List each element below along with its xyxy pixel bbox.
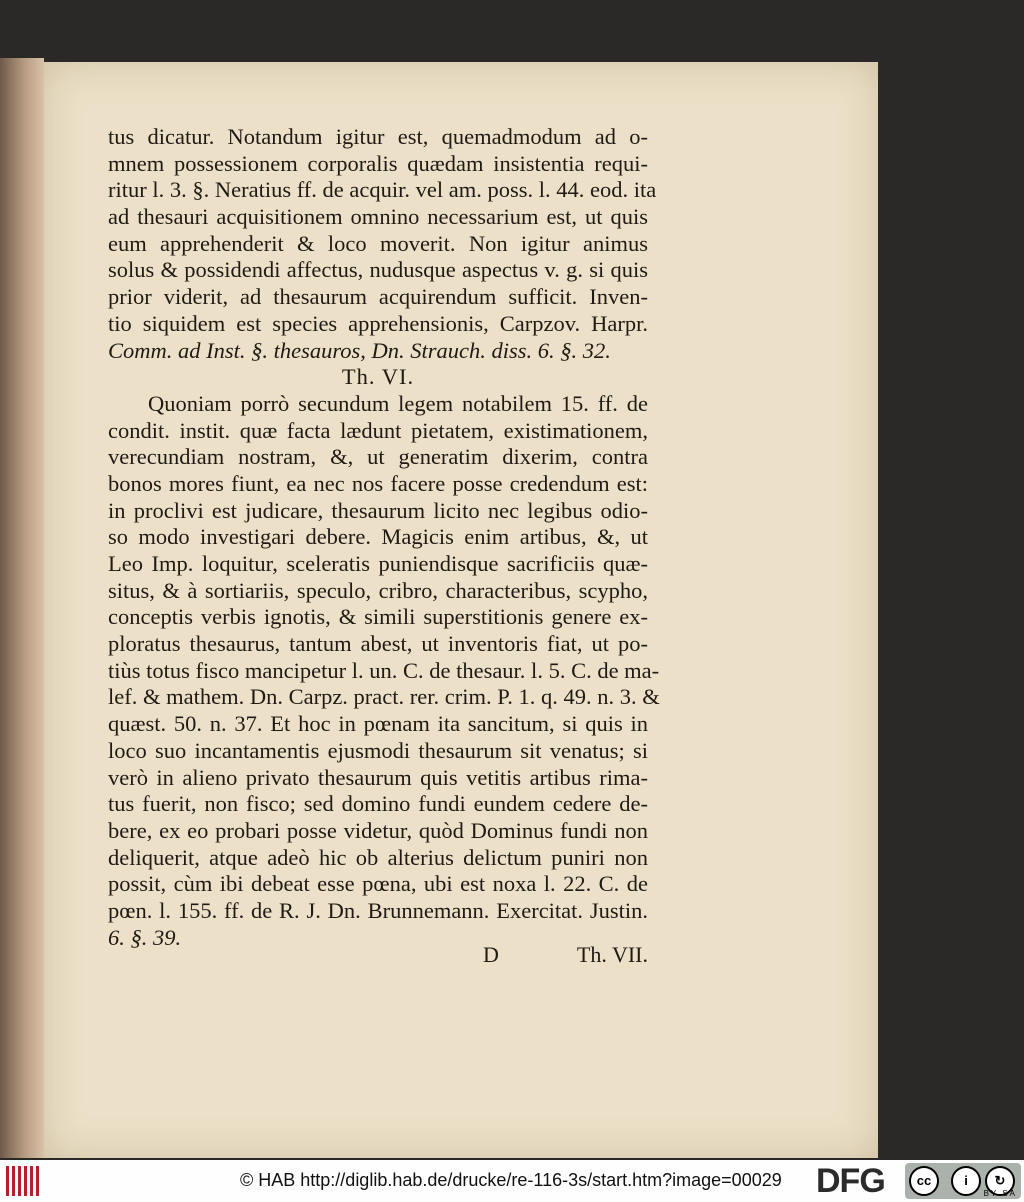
by-icon: i	[951, 1166, 981, 1196]
text-line: eum apprehenderit & loco moverit. Non igitur animus	[108, 230, 648, 256]
section-heading: Th. VI.	[341, 364, 415, 390]
text-line: deliquerit, atque adeò hic ob alterius delictum puniri non	[108, 844, 648, 870]
text-line: so modo investigari debere. Magicis enim artibus, &, ut	[108, 524, 648, 550]
footer-bar	[0, 1160, 1024, 1202]
text-line: solus & possidendi affectus, nudusque aspectus v. g. si quis	[108, 257, 648, 283]
text-line: verò in alieno privato thesaurum quis vetitis artibus rima-	[108, 764, 648, 790]
signature-mark: D	[483, 942, 499, 967]
text-line: tiùs totus fisco mancipetur l. un. C. de thesaur. l. 5. C. de ma-	[108, 657, 660, 683]
text-line: lef. & mathem. Dn. Carpz. pract. rer. crim. P. 1. q. 49. n. 3. &	[108, 684, 660, 710]
text-line: tus dicatur. Notandum igitur est, quemadmodum ad o-	[108, 124, 648, 149]
text-line: ad thesauri acquisitionem omnino necessarium est, ut quis	[108, 204, 648, 230]
text-line: Comm. ad Inst. §. thesauros, Dn. Strauch. diss. 6. §. 32.	[108, 337, 611, 363]
text-line: prior viderit, ad thesaurum acquirendum sufficit. Inven-	[108, 284, 648, 310]
text-line: pœn. l. 155. ff. de R. J. Dn. Brunnemann. Exercitat. Justin.	[108, 897, 648, 923]
text-line: possit, cùm ibi debeat esse pœna, ubi est noxa l. 22. C. de	[108, 871, 648, 897]
library-logo-icon	[6, 1166, 40, 1196]
text-line: quæst. 50. n. 37. Et hoc in pœnam ita sancitum, si quis in	[108, 711, 648, 737]
text-line: Leo Imp. loquitur, sceleratis puniendisque sacrificiis quæ-	[108, 551, 648, 576]
text-line: bonos mores fiunt, ea nec nos facere posse credendum est:	[108, 470, 648, 496]
text-line: tus fuerit, non fisco; sed domino fundi eundem cedere de-	[108, 791, 648, 817]
text-line: bere, ex eo probari posse videtur, quòd Dominus fundi non	[108, 817, 648, 843]
book-page	[44, 62, 878, 1158]
text-line: in proclivi est judicare, thesaurum licito nec legibus odio-	[108, 497, 648, 523]
text-line: situs, & à sortiariis, speculo, cribro, characteribus, scypho,	[108, 577, 648, 603]
source-link[interactable]: © HAB http://diglib.hab.de/drucke/re-116-3s/start.htm?image=00029	[240, 1170, 782, 1190]
cc-label: BY SA	[983, 1189, 1017, 1198]
text-line: mnem possessionem corporalis quædam insistentia requi-	[108, 150, 648, 176]
text-line: loco suo incantamentis ejusmodi thesaurum sit venatus; si	[108, 737, 648, 763]
text-line: 6. §. 39.	[108, 924, 182, 950]
text-line: condit. instit. quæ facta lædunt pietatem, existimationem,	[108, 417, 648, 443]
catchword: Th. VII.	[576, 942, 648, 967]
cc-license-badge[interactable]	[905, 1163, 1021, 1199]
page-text	[108, 124, 660, 951]
page-foot	[108, 942, 648, 972]
left-page-edge	[0, 58, 44, 1158]
text-line: Quoniam porrò secundum legem notabilem 15. ff. de	[148, 390, 648, 416]
cc-icon: cc	[909, 1166, 939, 1196]
text-line: conceptis verbis ignotis, & simili superstitionis genere ex-	[108, 604, 648, 630]
text-line: tio siquidem est species apprehensionis, Carpzov. Harpr.	[108, 310, 648, 336]
dfg-logo[interactable]: DFG	[816, 1162, 885, 1200]
share-alike-icon: ↻	[985, 1166, 1015, 1196]
text-line: ritur l. 3. §. Neratius ff. de acquir. vel am. poss. l. 44. eod. ita	[108, 177, 657, 203]
text-line: verecundiam nostram, &, ut generatim dixerim, contra	[108, 444, 648, 470]
text-line: ploratus thesaurus, tantum abest, ut inventoris fiat, ut po-	[108, 631, 648, 657]
